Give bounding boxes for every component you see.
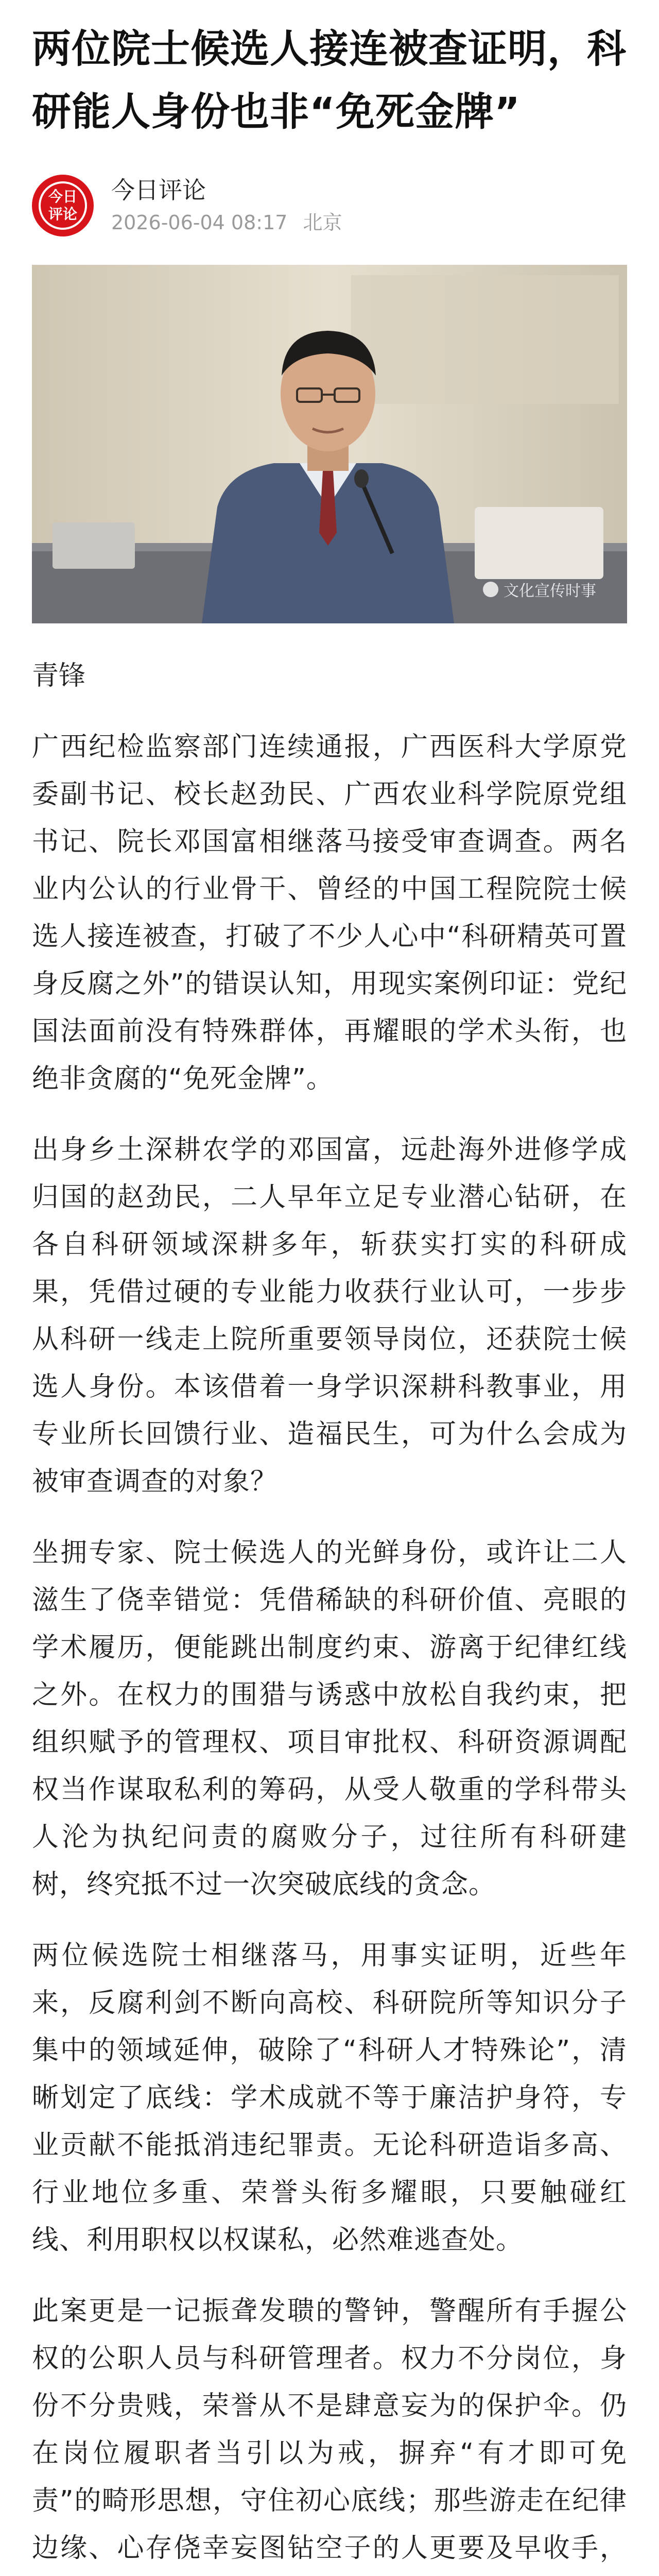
watermark-logo-icon [483,582,498,597]
article-byline: 青锋 [32,660,86,691]
paragraph-1: 广西纪检监察部门连续通报，广西医科大学原党委副书记、校长赵劲民、广西农业科学院原党组书记、院长邓国富相继落马接受审查调查。两名业内公认的行业骨干、曾经的中国工程院院士候选人接连被查，打破了不少人心中“科研精英可置身反腐之外”的错误认知，用现实案例印证：党纪国法面前没有特殊群体，再耀眼的学术头衔，也绝非贪腐的“免死金牌”。 [32,732,627,1094]
paragraph-3: 坐拥专家、院士候选人的光鲜身份，或许让二人滋生了侥幸错觉：凭借稀缺的科研价值、亮眼的学术履历，便能跳出制度约束、游离于纪律红线之外。在权力的围猎与诱惑中放松自我约束，把组织赋予的管理权、项目审批权、科研资源调配权当作谋取私利的筹码，从受人敬重的学科带头人沦为执纪问责的腐败分子，过往所有科研建树，终究抵不过一次突破底线的贪念。 [32,1537,627,1900]
photo-watermark-text: 文化宣传时事 [504,582,596,600]
photo-watermark [483,578,596,601]
author-avatar[interactable] [32,175,94,236]
photo-illustration [32,265,627,623]
paragraph-5: 此案更是一记振聋发聩的警钟，警醒所有手握公权的公职人员与科研管理者。权力不分岗位，身份不分贵贱，荣誉从不是肆意妄为的保护伞。仍在岗位履职者当引以为戒，摒弃“有才即可免责”的畸形思想，守住初心底线；那些游走在纪律边缘、心存侥幸妄图钻空子的人更要及早收手， [32,2296,627,2564]
author-meta [111,175,357,236]
post-location: 北京 [303,211,342,234]
article-title: 两位院士候选人接连被查证明，科研能人身份也非“免死金牌” [32,26,627,134]
post-meta [111,209,357,236]
article-photo[interactable] [32,265,627,623]
avatar-line-2: 评论 [48,206,77,223]
avatar-logo [39,181,87,230]
paragraph-4: 两位候选院士相继落马，用事实证明，近些年来，反腐利剑不断向高校、科研院所等知识分子集中的领域延伸，破除了“科研人才特殊论”，清晰划定了底线：学术成就不等于廉洁护身符，专业贡献不能抵消违纪罪责。无论科研造诣多高、行业地位多重、荣誉头衔多耀眼，只要触碰红线、利用职权以权谋私，必然难逃查处。 [32,1940,627,2256]
post-date: 2026-06-04 08:17 [111,211,288,234]
paragraph-2: 出身乡土深耕农学的邓国富，远赴海外进修学成归国的赵劲民，二人早年立足专业潜心钻研，在各自科研领域深耕多年，斩获实打实的科研成果，凭借过硬的专业能力收获行业认可，一步步从科研一线走上院所重要领导岗位，还获院士候选人身份。本该借着一身学识深耕科教事业，用专业所长回馈行业、造福民生，可为什么会成为被审查调查的对象？ [32,1134,627,1497]
avatar-line-1: 今日 [48,188,77,205]
author-row [32,167,627,244]
author-name[interactable]: 今日评论 [111,176,206,204]
